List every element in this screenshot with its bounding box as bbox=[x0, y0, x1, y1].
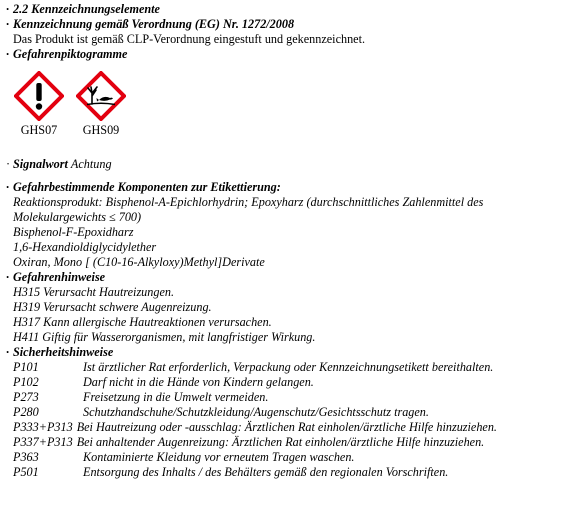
precaution-text: Bei Hautreizung oder -ausschlag: Ärztlichen Rat einholen/ärztliche Hilfe hinzuziehen. bbox=[76, 420, 497, 434]
regulation-title: Kennzeichnung gemäß Verordnung (EG) Nr. 1272/2008 bbox=[13, 17, 295, 31]
pictogram-row bbox=[13, 71, 583, 138]
precaution-text: Bei anhaltender Augenreizung: Ärztlichen Rat einholen/ärztliche Hilfe hinzuziehen. bbox=[76, 435, 485, 449]
components-heading: · Gefahrbestimmende Komponenten zur Etikettierung: bbox=[6, 180, 281, 194]
precaution-text: Kontaminierte Kleidung vor erneutem Tragen waschen. bbox=[83, 450, 355, 464]
hazard-title: Gefahrenhinweise bbox=[13, 270, 106, 284]
regulation-text: Das Produkt ist gemäß CLP-Verordnung eingestuft und gekennzeichnet. bbox=[13, 32, 366, 46]
precaution-statement bbox=[6, 420, 583, 435]
precaution-code: P102 bbox=[13, 375, 39, 389]
precaution-text: Darf nicht in die Hände von Kindern gelangen. bbox=[83, 375, 314, 389]
precaution-code: P273 bbox=[13, 390, 39, 404]
hazard-statement: H317 Kann allergische Hautreaktionen verursachen. bbox=[13, 315, 272, 329]
precaution-statement bbox=[6, 435, 583, 450]
precaution-code: P333+P313 bbox=[13, 420, 73, 434]
precaution-code: P337+P313 bbox=[13, 435, 73, 449]
precaution-title: Sicherheitshinweise bbox=[13, 345, 114, 359]
pictogram-ghs07 bbox=[13, 71, 65, 138]
precaution-code: P363 bbox=[13, 450, 39, 464]
precaution-statement bbox=[6, 360, 583, 375]
signal-word-label: Signalwort bbox=[13, 157, 68, 171]
precaution-statement bbox=[6, 390, 583, 405]
component-line: Oxiran, Mono [ (C10-16-Alkyloxy)Methyl]Derivate bbox=[13, 255, 265, 269]
environment-hazard-icon bbox=[76, 71, 126, 121]
exclamation-mark-icon bbox=[14, 71, 64, 121]
hazard-heading: · Gefahrenhinweise bbox=[6, 270, 106, 284]
hazard-statement: H315 Verursacht Hautreizungen. bbox=[13, 285, 175, 299]
precaution-heading: · Sicherheitshinweise bbox=[6, 345, 114, 359]
hazard-statement: H319 Verursacht schwere Augenreizung. bbox=[13, 300, 212, 314]
section-title: 2.2 Kennzeichnungselemente bbox=[13, 2, 160, 16]
pictogram-ghs09 bbox=[75, 71, 127, 138]
components-title: Gefahrbestimmende Komponenten zur Etikettierung: bbox=[13, 180, 281, 194]
hazard-statement: H411 Giftig für Wasserorganismen, mit langfristiger Wirkung. bbox=[13, 330, 316, 344]
regulation-heading: · Kennzeichnung gemäß Verordnung (EG) Nr. 1272/2008 bbox=[6, 17, 295, 31]
precaution-code: P101 bbox=[13, 360, 39, 374]
precaution-text: Entsorgung des Inhalts / des Behälters gemäß den regionalen Vorschriften. bbox=[83, 465, 449, 479]
precaution-text: Schutzhandschuhe/Schutzkleidung/Augenschutz/Gesichtsschutz tragen. bbox=[83, 405, 429, 419]
precaution-code: P280 bbox=[13, 405, 39, 419]
pictogram-code: GHS09 bbox=[82, 123, 120, 137]
precaution-statement bbox=[6, 375, 583, 390]
signal-word-line: · Signalwort Achtung bbox=[6, 157, 112, 171]
component-line: Reaktionsprodukt: Bisphenol-A-Epichlorhydrin; Epoxyharz (durchschnittliches Zahlenmittel des Molekulargewichts ≤ 700) bbox=[13, 195, 484, 224]
pictograms-heading: · Gefahrenpiktogramme bbox=[6, 47, 128, 61]
precaution-text: Freisetzung in die Umwelt vermeiden. bbox=[83, 390, 269, 404]
precaution-statement bbox=[6, 465, 583, 480]
signal-word-value: Achtung bbox=[70, 157, 112, 171]
component-line: 1,6-Hexandioldiglycidylether bbox=[13, 240, 157, 254]
pictogram-code: GHS07 bbox=[20, 123, 58, 137]
precaution-statement bbox=[6, 405, 583, 420]
precaution-text: Ist ärztlicher Rat erforderlich, Verpackung oder Kennzeichnungsetikett bereithalten. bbox=[83, 360, 494, 374]
component-line: Bisphenol-F-Epoxidharz bbox=[13, 225, 134, 239]
pictograms-title: Gefahrenpiktogramme bbox=[13, 47, 128, 61]
precaution-code: P501 bbox=[13, 465, 39, 479]
section-heading: · 2.2 Kennzeichnungselemente bbox=[6, 2, 160, 16]
precaution-statement bbox=[6, 450, 583, 465]
